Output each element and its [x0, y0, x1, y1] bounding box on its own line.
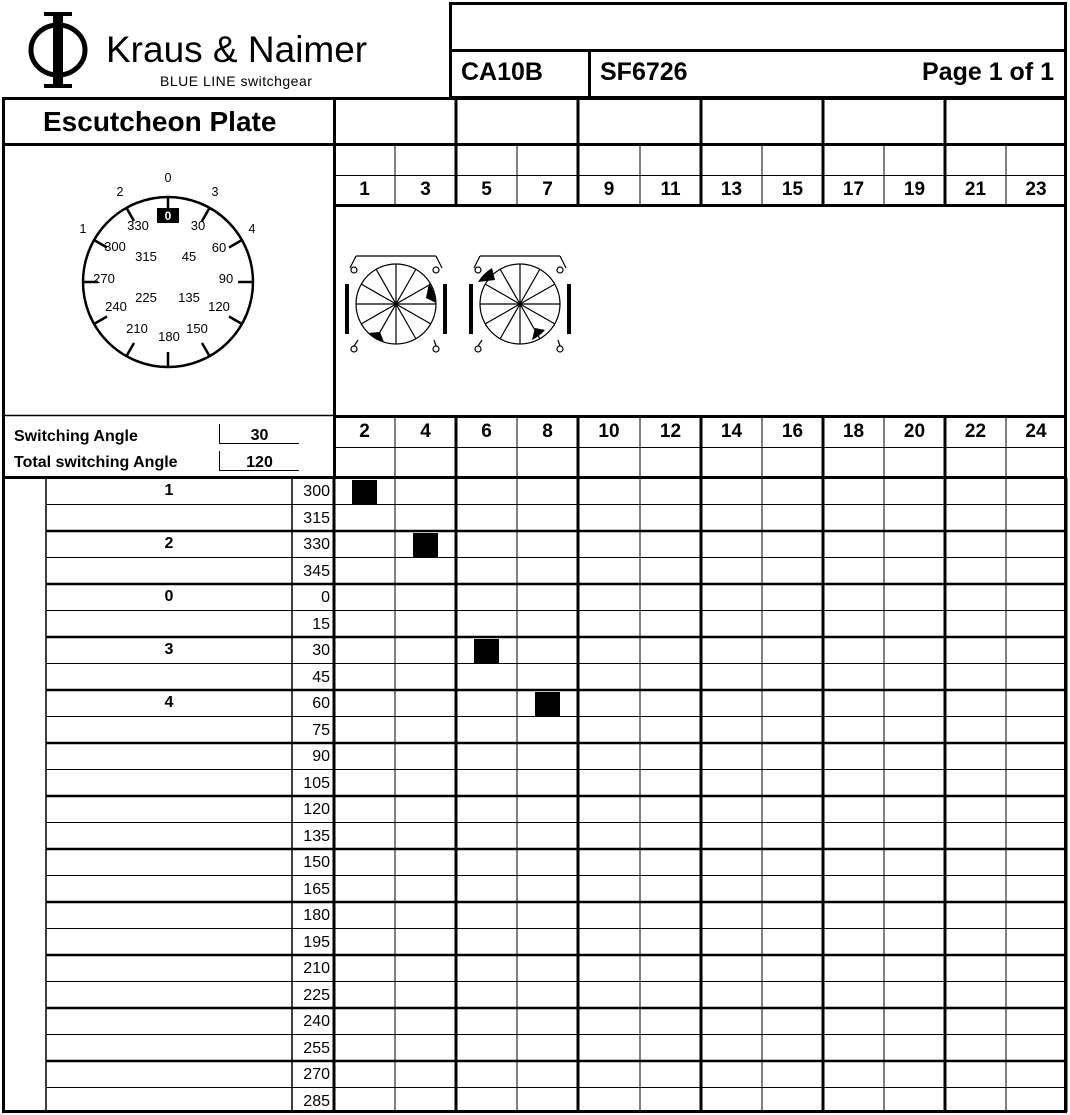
angle-label: 195	[303, 933, 330, 951]
contact-closed-mark	[474, 639, 499, 663]
dial-angle-225: 225	[135, 290, 157, 305]
terminal-bottom-3: 8	[542, 421, 553, 442]
contact-closed-mark	[535, 692, 560, 716]
dial-angle-240: 240	[105, 299, 127, 314]
plate-title: Escutcheon Plate	[43, 106, 277, 137]
terminal-top-9: 19	[903, 179, 926, 200]
terminal-bottom-1: 4	[420, 421, 431, 442]
dial-position-2: 2	[116, 185, 124, 199]
terminal-bottom-6: 14	[720, 421, 743, 442]
angle-label: 150	[303, 854, 330, 871]
terminal-bottom-10: 22	[964, 421, 987, 442]
total-angle-value: 120	[219, 451, 299, 471]
angle-label: 135	[303, 827, 330, 845]
dial-angle-90: 90	[218, 271, 234, 286]
terminal-top-6: 13	[720, 179, 743, 200]
kraus-naimer-logo	[22, 10, 100, 90]
terminal-top-0: 1	[359, 179, 370, 200]
dial-angle-120: 120	[208, 299, 230, 314]
dial-position-4: 4	[248, 222, 256, 236]
contact-elements-drawing	[340, 248, 580, 358]
escutcheon-dial	[60, 160, 290, 380]
angle-label: 105	[303, 774, 330, 792]
terminal-bottom-7: 16	[781, 421, 804, 442]
angle-label: 60	[312, 695, 330, 712]
dial-angle-330: 330	[127, 218, 149, 233]
dial-angle-150: 150	[186, 321, 208, 336]
brand-name: Kraus & Naimer	[106, 29, 368, 70]
switching-angle-label: Switching Angle	[14, 428, 138, 445]
series-code: CA10B	[461, 58, 543, 86]
angle-label: 240	[303, 1013, 330, 1030]
switch-position-label: 3	[164, 641, 174, 658]
angle-label: 30	[312, 642, 330, 659]
switch-position-label: 4	[164, 694, 174, 711]
dial-angle-315: 315	[135, 249, 157, 264]
terminal-top-1: 3	[420, 179, 431, 200]
switch-position-label: 0	[164, 588, 174, 605]
dial-angle-210: 210	[126, 321, 148, 336]
terminal-bottom-5: 12	[659, 421, 682, 442]
terminal-top-5: 11	[660, 179, 681, 200]
dial-angle-300: 300	[104, 239, 126, 254]
angle-label: 0	[321, 589, 330, 606]
brand-tagline: BLUE LINE switchgear	[160, 73, 313, 89]
dial-position-3: 3	[211, 185, 219, 199]
angle-label: 75	[312, 721, 330, 739]
terminal-top-4: 9	[603, 179, 615, 200]
terminal-top-10: 21	[964, 179, 987, 200]
angle-label: 330	[303, 536, 330, 553]
angle-label: 270	[303, 1066, 330, 1083]
dial-angle-180: 180	[158, 329, 180, 344]
dial-position-1: 1	[79, 222, 87, 236]
dial-angle-30: 30	[190, 218, 206, 233]
terminal-top-3: 7	[542, 179, 553, 200]
switch-position-label: 1	[164, 482, 174, 499]
angle-label: 15	[312, 615, 330, 633]
dial-angle-60: 60	[211, 240, 227, 255]
angle-label: 285	[303, 1092, 330, 1110]
contact-closed-mark	[352, 480, 377, 504]
total-angle-label: Total switching Angle	[14, 454, 178, 471]
switch-position-label: 2	[164, 535, 174, 552]
angle-label: 165	[303, 880, 330, 898]
terminal-top-2: 5	[481, 179, 492, 200]
part-number: SF6726	[600, 58, 688, 86]
angle-label: 315	[303, 509, 330, 527]
contact-closed-mark	[413, 533, 438, 557]
dial-angle-135: 135	[178, 290, 200, 305]
angle-label: 300	[303, 483, 330, 500]
terminal-bottom-9: 20	[903, 421, 926, 442]
angle-label: 120	[303, 801, 330, 818]
terminal-bottom-8: 18	[842, 421, 865, 442]
terminal-top-11: 23	[1025, 179, 1047, 200]
terminal-bottom-2: 6	[481, 421, 492, 442]
angle-label: 345	[303, 562, 330, 580]
terminal-top-8: 17	[842, 179, 865, 200]
terminal-bottom-4: 10	[598, 421, 620, 442]
angle-label: 180	[303, 907, 330, 924]
page-indicator: Page 1 of 1	[922, 58, 1054, 86]
switching-angle-value: 30	[219, 424, 299, 444]
dial-angle-0: 0	[164, 209, 172, 223]
dial-angle-270: 270	[93, 271, 115, 286]
angle-label: 210	[303, 960, 330, 977]
angle-label: 90	[312, 748, 330, 765]
dial-position-0: 0	[164, 171, 172, 185]
angle-label: 225	[303, 986, 330, 1004]
terminal-top-7: 15	[781, 179, 804, 200]
angle-label: 45	[312, 668, 330, 686]
angle-label: 255	[303, 1039, 330, 1057]
dial-angle-45: 45	[181, 249, 197, 264]
terminal-bottom-11: 24	[1025, 421, 1047, 442]
terminal-bottom-0: 2	[359, 421, 370, 442]
